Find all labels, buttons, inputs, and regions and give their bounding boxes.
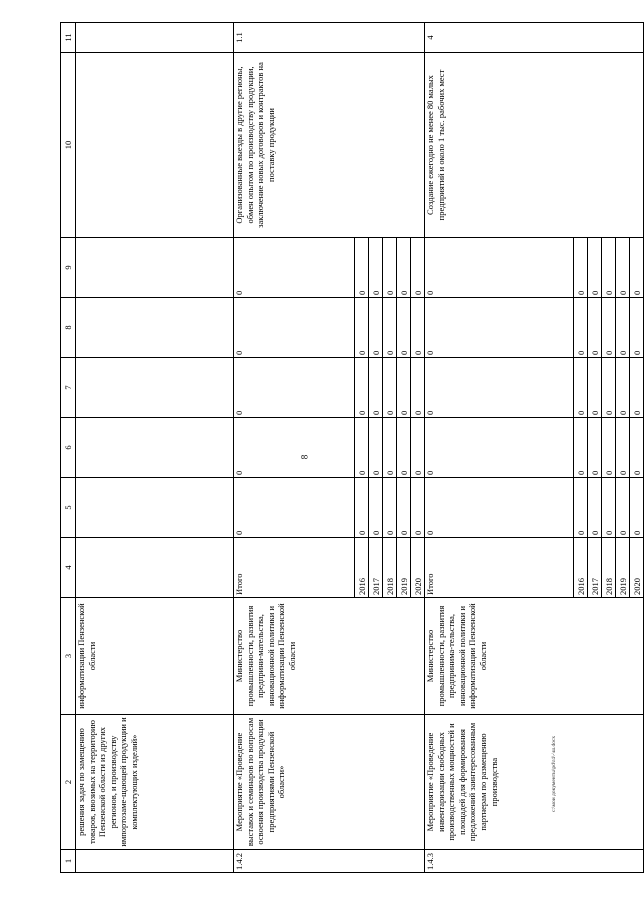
value-cell: 0 <box>411 358 425 418</box>
col-header: 8 <box>61 298 76 358</box>
value-cell: 0 <box>588 358 602 418</box>
value-cell: 0 <box>411 238 425 298</box>
value-cell: 0 <box>397 478 411 538</box>
year-cell: 2016 <box>574 538 588 598</box>
value-cell: 0 <box>602 418 616 478</box>
row-number-cell: 1.4.2 <box>234 850 425 873</box>
column-numbers-row <box>61 23 76 873</box>
table-row-total <box>234 23 355 873</box>
year-cell: 2019 <box>616 538 630 598</box>
table-row-total <box>425 23 574 873</box>
value-cell: 0 <box>369 358 383 418</box>
value-cell: 0 <box>425 298 574 358</box>
value-cell: 0 <box>355 418 369 478</box>
col-header: 6 <box>61 418 76 478</box>
value-cell: 0 <box>369 238 383 298</box>
value-cell: 0 <box>411 418 425 478</box>
value-cell: 0 <box>616 298 630 358</box>
value-cell: 0 <box>574 238 588 298</box>
value-cell: 0 <box>234 298 355 358</box>
result-cell: Организованные выезды в другие регионы, обмен опытом по производству продукции, заключение новых договоров и контрактов на поставку продукции <box>234 53 425 238</box>
executor-cell: Министерство промышленности, развития предпринима-тельства, инновационной политики и информатизации Пензенской области <box>425 598 644 715</box>
value-cell: 0 <box>630 418 644 478</box>
rotated-page-content <box>60 23 642 873</box>
event-name-cell: Мероприятие «Проведение инвентаризации свободных производственных мощностей и площадей для формирования предложений заинтересованным партнерам по размещению производства <box>425 715 644 850</box>
total-label-cell: Итого <box>234 538 355 598</box>
value-cell: 0 <box>397 238 411 298</box>
value-cell: 0 <box>355 238 369 298</box>
program-table <box>60 22 644 873</box>
event-name-cell: Мероприятие «Проведение выставок и семинаров по вопросам освоения производства продукции предприятиями Пензенской области» <box>234 715 425 850</box>
value-cell: 0 <box>602 298 616 358</box>
value-cell: 0 <box>383 358 397 418</box>
value-cell: 0 <box>355 298 369 358</box>
value-cell: 0 <box>383 238 397 298</box>
row-number-cell <box>76 850 234 873</box>
year-cell: 2017 <box>588 538 602 598</box>
value-cell: 0 <box>383 418 397 478</box>
value-cell: 0 <box>602 358 616 418</box>
value-cell: 0 <box>574 298 588 358</box>
value-cell: 0 <box>383 298 397 358</box>
year-cell: 2017 <box>369 538 383 598</box>
col-header: 3 <box>61 598 76 715</box>
value-cell: 0 <box>630 478 644 538</box>
value-cell: 0 <box>397 418 411 478</box>
value-cell: 0 <box>234 358 355 418</box>
page-number: 8 <box>299 454 310 460</box>
year-cell: 2020 <box>411 538 425 598</box>
row-number-cell: 1.4.3 <box>425 850 644 873</box>
value-cell: 0 <box>616 238 630 298</box>
indicator-cell: 1.1 <box>234 23 425 53</box>
total-label-cell: Итого <box>425 538 574 598</box>
value-cell: 0 <box>425 238 574 298</box>
value-cell: 0 <box>602 238 616 298</box>
value-cell: 0 <box>425 478 574 538</box>
value-cell: 0 <box>369 418 383 478</box>
value-cell: 0 <box>588 238 602 298</box>
year-cell: 2019 <box>397 538 411 598</box>
value-cell: 0 <box>234 238 355 298</box>
value-cell: 0 <box>411 298 425 358</box>
year-cell: 2018 <box>602 538 616 598</box>
value-cell: 0 <box>234 478 355 538</box>
value-cell: 0 <box>574 418 588 478</box>
col-header: 10 <box>61 53 76 238</box>
col-header: 2 <box>61 715 76 850</box>
event-name-cell: решения задач по замещению товаров, ввозимых на территорию Пензенской области из других регионов, и производству импортозаме-щающей продукции и комплектующих изделий» <box>76 715 234 850</box>
value-cell: 0 <box>369 478 383 538</box>
year-cell: 2020 <box>630 538 644 598</box>
value-cell: 0 <box>397 298 411 358</box>
col-header: 11 <box>61 23 76 53</box>
executor-cell: Министерство промышленности, развития предприни-мательства, инновационной политики и информатизации Пензенской области <box>234 598 425 715</box>
value-cell: 0 <box>369 298 383 358</box>
value-cell: 0 <box>588 418 602 478</box>
col-header: 9 <box>61 238 76 298</box>
col-header: 5 <box>61 478 76 538</box>
value-cell: 0 <box>588 478 602 538</box>
footer-file-path: c:\мои документы\pd\r4\-\ш.docx <box>551 735 557 812</box>
value-cell: 0 <box>574 478 588 538</box>
year-cell: 2016 <box>355 538 369 598</box>
value-cell: 0 <box>355 358 369 418</box>
col-header: 7 <box>61 358 76 418</box>
value-cell: 0 <box>425 358 574 418</box>
value-cell: 0 <box>630 298 644 358</box>
value-cell: 0 <box>234 418 355 478</box>
value-cell: 0 <box>383 478 397 538</box>
value-cell: 0 <box>574 358 588 418</box>
year-cell: 2018 <box>383 538 397 598</box>
value-cell: 0 <box>397 358 411 418</box>
value-cell: 0 <box>602 478 616 538</box>
indicator-cell: 4 <box>425 23 644 53</box>
value-cell: 0 <box>630 238 644 298</box>
value-cell: 0 <box>355 478 369 538</box>
result-cell: Создание ежегодно не менее 80 малых предприятий и около 1 тыс. рабочих мест <box>425 53 644 238</box>
value-cell: 0 <box>616 478 630 538</box>
value-cell: 0 <box>630 358 644 418</box>
continued-row <box>76 23 234 873</box>
value-cell: 0 <box>616 358 630 418</box>
value-cell: 0 <box>616 418 630 478</box>
value-cell: 0 <box>411 478 425 538</box>
value-cell: 0 <box>588 298 602 358</box>
col-header: 4 <box>61 538 76 598</box>
value-cell: 0 <box>425 418 574 478</box>
executor-cell: информатизации Пензенской области <box>76 598 234 715</box>
col-header: 1 <box>61 850 76 873</box>
